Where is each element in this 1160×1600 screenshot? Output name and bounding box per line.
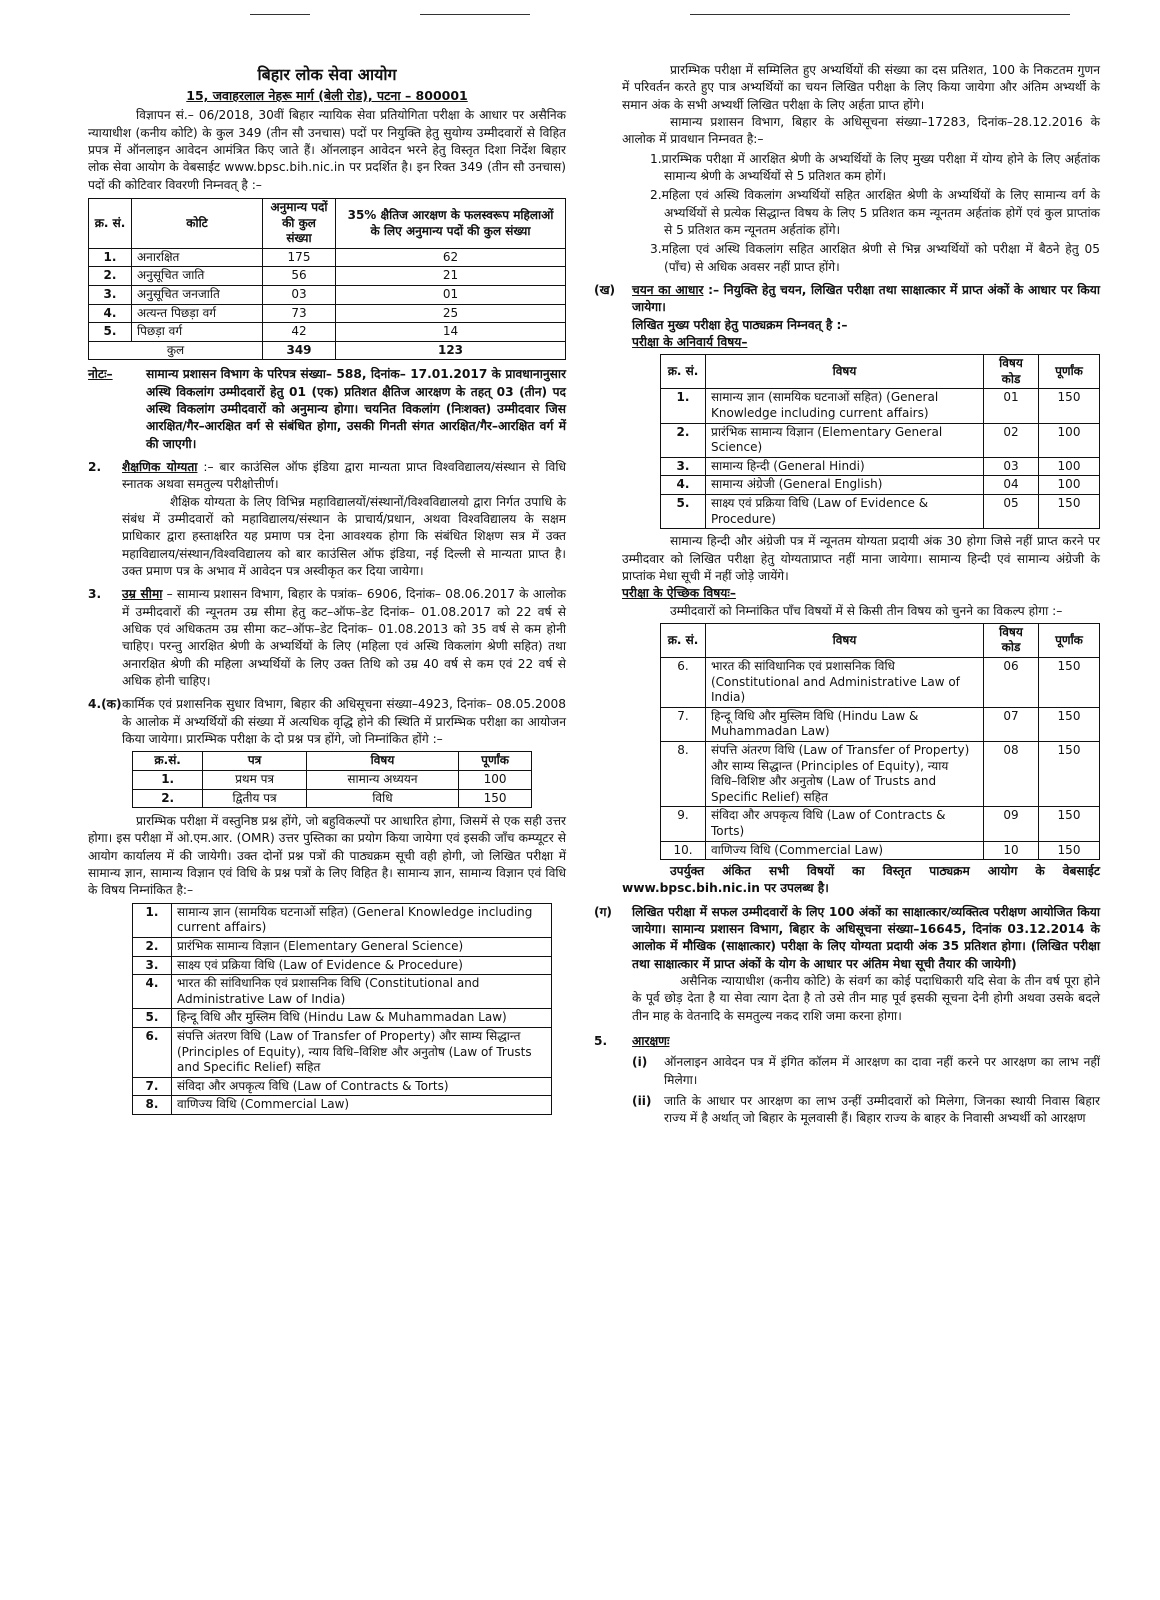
cell: 5.	[89, 323, 132, 342]
cell: 09	[984, 807, 1039, 841]
language-qualifying-text: सामान्य हिन्दी और अंग्रेजी पत्र में न्यूनतम योग्यता प्रदायी अंक 30 होगा जिसे नहीं प्राप्त करने पर उम्मीदवार को लिखित परीक्षा हेतु योग्यताप्राप्त नहीं माना जायेगा। सामान्य हिन्दी एवं सामान्य अंग्रेजी के प्राप्तांक मेधा सूची में नहीं जोड़े जायेंगे।	[622, 534, 1100, 583]
header-cell: विषय	[706, 623, 984, 657]
vacancy-table	[88, 198, 566, 360]
section-heading: शैक्षणिक योग्यता	[122, 460, 198, 475]
table-row	[661, 476, 1100, 495]
cell: 1.	[661, 389, 706, 423]
cell: 150	[1039, 841, 1100, 860]
table-total-row	[89, 341, 566, 360]
table-row	[133, 770, 532, 789]
list-item	[632, 1054, 1100, 1089]
cell: 100	[1039, 457, 1100, 476]
advertisement-intro: विज्ञापन सं.– 06/2018, 30वीं बिहार न्यायिक सेवा प्रतियोगिता परीक्षा के आधार पर असैनिक न्यायाधीश (कनीय कोटि) के कुल 349 (तीन सौ उनचास) पदों पर नियुक्ति हेतु सुयोग्य उम्मीदवारों से विहित प्रपत्र में ऑनलाइन आवेदन आमंत्रित किए जाते हैं। ऑनलाइन आवेदन भरने हेतु विस्तृत दिशा निर्देश बिहार लोक सेवा आयोग के वेबसाईट www.bpsc.bih.nic.in पर प्रदर्शित है। इन रिक्त 349 (तीन सौ उनचास) पदों की कोटिवार विवरणी निम्नवत् है :–	[88, 108, 566, 192]
cell: 3.	[89, 286, 132, 305]
optional-choice-text: उम्मीदवारों को निम्नांकित पाँच विषयों में से किसी तीन विषय को चुनने का विकल्प होगा :–	[670, 603, 1063, 618]
table-row	[661, 495, 1100, 529]
table-row	[133, 903, 552, 937]
selection-ratio-text: प्रारम्भिक परीक्षा में सम्मिलित हुए अभ्यर्थियों की संख्या का दस प्रतिशत, 100 के निकटतम गुणन में परिवर्तन करते हुए पात्र अभ्यर्थियों का चयन लिखित परीक्षा के लिए किया जायेगा और अंतिम अभ्यर्थी के समान अंक के सभी अभ्यर्थी लिखित परीक्षा के लिए अर्हता प्राप्त होंगे।	[622, 63, 1100, 112]
table-row	[661, 707, 1100, 741]
table-row	[89, 323, 566, 342]
kha-heading: चयन का आधार	[632, 282, 704, 297]
table-row	[89, 304, 566, 323]
header-cell: पूर्णांक	[1039, 355, 1100, 389]
table-row	[661, 457, 1100, 476]
cell: सामान्य हिन्दी (General Hindi)	[706, 457, 984, 476]
top-rule-right	[690, 14, 1070, 15]
kha-label: (ख)	[594, 282, 616, 297]
header-cell: विषय	[706, 355, 984, 389]
cell: संविदा और अपकृत्य विधि (Law of Contracts & Torts)	[172, 1077, 552, 1096]
cell: 100	[459, 770, 532, 789]
cell: 2.	[661, 423, 706, 457]
table-row	[661, 841, 1100, 860]
section-number: 5.	[594, 1034, 608, 1049]
section-heading: उम्र सीमा	[122, 587, 163, 602]
cell: 5.	[133, 1009, 172, 1028]
provision-1: 1.प्रारम्भिक परीक्षा में आरक्षित श्रेणी के अभ्यर्थियों के लिए मुख्य परीक्षा में योग्य होने के लिए अर्हतांक सामान्य श्रेणी के अभ्यर्थियों से 5 प्रतिशत कम होगें।	[650, 151, 1100, 183]
header-cell: क्र.सं.	[133, 752, 203, 771]
cell: 1.	[133, 770, 203, 789]
cell: संविदा और अपकृत्य विधि (Law of Contracts & Torts)	[706, 807, 984, 841]
cell: सामान्य अध्ययन	[306, 770, 458, 789]
cell: 02	[984, 423, 1039, 457]
header-cell: विषय कोड	[984, 355, 1039, 389]
cell: 1.	[89, 248, 132, 267]
item-text: जाति के आधार पर आरक्षण का लाभ उन्हीं उम्मीदवारों को मिलेगा, जिनका स्थायी निवास बिहार राज्य में है अर्थात् जो बिहार के मूलवासी हैं। बिहार राज्य के बाहर के निवासी अभ्यर्थी को आरक्षण	[664, 1094, 1100, 1126]
table-row	[133, 789, 532, 808]
cell: 42	[263, 323, 336, 342]
section-number: 3.	[88, 587, 102, 602]
top-rule-mid	[420, 14, 530, 15]
table-row	[89, 248, 566, 267]
total-posts: 349	[263, 341, 336, 360]
cell: 150	[1039, 807, 1100, 841]
cell: 2.	[133, 937, 172, 956]
cell: 8.	[661, 741, 706, 806]
cell: अत्यन्त पिछड़ा वर्ग	[132, 304, 263, 323]
note-text: सामान्य प्रशासन विभाग के परिपत्र संख्या– 588, दिनांक– 17.01.2017 के प्रावधानानुसार अस्थि विकलांग उम्मीदवारों हेतु 01 (एक) प्रतिशत क्षैतिज आरक्षण के तहत् 03 (तीन) पद अस्थि विकलांग उम्मीदवारों को अनुमान्य होगा। चयनित विकलांग (निःशक्त) उम्मीदवार जिस आरक्षित/गैर–आरक्षित वर्ग से संबंधित होगा, उसकी गिनती संगत आरक्षित/गैर–आरक्षित वर्ग में की जाएगी।	[146, 367, 566, 451]
section-ga	[594, 904, 1100, 1025]
cell: 25	[336, 304, 566, 323]
qualification-text	[122, 459, 566, 494]
cell: 150	[1039, 707, 1100, 741]
section-number: 2.	[88, 460, 102, 475]
header-cell: पूर्णांक	[459, 752, 532, 771]
table-row	[133, 1009, 552, 1028]
section-kha	[594, 282, 1100, 351]
list-item	[632, 1093, 1100, 1128]
header-cell: क्र. सं.	[89, 199, 132, 249]
optional-subjects-table	[660, 623, 1100, 860]
table-row	[661, 741, 1100, 806]
header-cell: अनुमान्य पदों की कुल संख्या	[263, 199, 336, 249]
cell: सामान्य अंग्रेजी (General English)	[706, 476, 984, 495]
header-cell: क्र. सं.	[661, 623, 706, 657]
cell: 5.	[661, 495, 706, 529]
cell: 07	[984, 707, 1039, 741]
cell: 10	[984, 841, 1039, 860]
cell: वाणिज्य विधि (Commercial Law)	[706, 841, 984, 860]
cell: 150	[459, 789, 532, 808]
cell: वाणिज्य विधि (Commercial Law)	[172, 1096, 552, 1115]
cell: 6.	[661, 658, 706, 708]
cell: 01	[984, 389, 1039, 423]
item-label: (ii)	[632, 1094, 652, 1109]
cell: 175	[263, 248, 336, 267]
cell: 4.	[661, 476, 706, 495]
total-label: कुल	[89, 341, 263, 360]
compulsory-heading: परीक्षा के अनिवार्य विषय–	[632, 334, 748, 349]
left-column	[88, 62, 566, 1115]
optional-heading: परीक्षा के ऐच्छिक विषयः–	[622, 586, 736, 601]
cell: हिन्दू विधि और मुस्लिम विधि (Hindu Law & Muhammadan Law)	[706, 707, 984, 741]
header-cell: पत्र	[203, 752, 307, 771]
cell: अनुसूचित जाति	[132, 267, 263, 286]
section-age-limit	[88, 586, 566, 690]
age-limit-text	[122, 586, 566, 690]
section-number: 4.(क)	[88, 697, 122, 712]
section-qualification	[88, 459, 566, 580]
cell: 100	[1039, 423, 1100, 457]
item-label: (i)	[632, 1055, 648, 1070]
cell: सामान्य ज्ञान (सामयिक घटनाओं सहित) (General Knowledge including current affairs)	[172, 903, 552, 937]
provision-3: 3.महिला एवं अस्थि विकलांग सहित आरक्षित श्रेणी से भिन्न अभ्यर्थियों को परीक्षा में बैठने हेतु 05 (पाँच) से अधिक अवसर नहीं प्राप्त होंगे।	[650, 242, 1100, 274]
reservation-heading: आरक्षणः	[632, 1034, 670, 1049]
cell: 100	[1039, 476, 1100, 495]
resignation-text: असैनिक न्यायाधीश (कनीय कोटि) के संवर्ग का कोई पदाधिकारी यदि सेवा के तीन वर्ष पूरा होने के पूर्व छोड़ देता है या सेवा त्याग देता है तो उसे तीन माह पूर्व इसकी सूचना देनी होगी अथवा उसके बदले तीन माह के वेतनादि के समतुल्य नकद राशि जमा करना होगा।	[632, 974, 1100, 1023]
table-header	[661, 355, 1100, 389]
cell: 4.	[133, 975, 172, 1009]
header-cell: क्र. सं.	[661, 355, 706, 389]
cell: 3.	[661, 457, 706, 476]
kha-text-2: लिखित मुख्य परीक्षा हेतु पाठ्यक्रम निम्नवत् है :–	[632, 317, 848, 332]
ga-label: (ग)	[594, 904, 613, 919]
section-4a	[88, 696, 566, 813]
table-row	[133, 1096, 552, 1115]
qualification-text-1: :– बार काउंसिल ऑफ इंडिया द्वारा मान्यता प्राप्त विश्वविद्यालय/संस्थान से विधि स्नातक अथवा समतुल्य परीक्षोत्तीर्ण।	[122, 460, 566, 492]
cell: 7.	[661, 707, 706, 741]
cell: 2.	[133, 789, 203, 808]
cell: प्रथम पत्र	[203, 770, 307, 789]
cell: 03	[984, 457, 1039, 476]
qualification-text-2: शैक्षिक योग्यता के लिए विभिन्न महाविद्यालयों/संस्थानों/विश्वविद्यालयो द्वारा निर्गत उपाधि के संबंध में उम्मीदवारों को महाविद्यालय/संस्थान के प्राचार्य/प्रधान, अथवा विश्वविद्यालय के सक्षम प्राधिकार द्वारा हस्ताक्षरित यह प्रमाण पत्र देना आवश्यक होगा कि संबंधित शिक्षण सत्र में उक्त महाविद्यालय/संस्थान/विश्वविद्यालय को बार काउंसिल ऑफ इंडिया, नई दिल्ली से मान्यता प्राप्त है। उक्त प्रमाण पत्र के अभाव में आवेदन पत्र अस्वीकृत कर दिया जायेगा।	[122, 494, 566, 579]
cell: पिछड़ा वर्ग	[132, 323, 263, 342]
cell: 150	[1039, 658, 1100, 708]
cell: सामान्य ज्ञान (सामयिक घटनाओं सहित) (General Knowledge including current affairs)	[706, 389, 984, 423]
cell: 62	[336, 248, 566, 267]
table-header	[661, 623, 1100, 657]
table-row	[89, 267, 566, 286]
cell: साक्ष्य एवं प्रक्रिया विधि (Law of Evidence & Procedure)	[706, 495, 984, 529]
section-4a-text: कार्मिक एवं प्रशासनिक सुधार विभाग, बिहार की अधिसूचना संख्या–4923, दिनांक– 08.05.2008 के आलोक में अभ्यर्थियों की संख्या में अत्यधिक वृद्धि होने की स्थिति में प्रारम्भिक परीक्षा का आयोजन किया जायेगा। प्रारम्भिक परीक्षा के दो प्रश्न पत्र होंगे, जो निम्नांकित होंगे :–	[122, 697, 566, 747]
cell: प्रारंभिक सामान्य विज्ञान (Elementary General Science)	[172, 937, 552, 956]
cell: 7.	[133, 1077, 172, 1096]
table-header	[133, 752, 532, 771]
top-rule-left	[250, 14, 310, 15]
right-column	[594, 62, 1100, 1128]
table-row	[133, 937, 552, 956]
header-cell: विषय	[306, 752, 458, 771]
cell: 21	[336, 267, 566, 286]
kha-text	[632, 282, 1100, 317]
table-row	[133, 975, 552, 1009]
provision-2: 2.महिला एवं अस्थि विकलांग अभ्यर्थियों सहित आरक्षित श्रेणी के अभ्यर्थियों के लिए सामान्य वर्ग के अभ्यर्थियों से प्रत्येक सिद्धान्त विषय के लिए 5 प्रतिशत कम न्यूनतम अर्हतांक होगें एवं कुल प्राप्तांक से 5 प्रतिशत कम न्यूनतम अर्हतांक होंगे।	[650, 188, 1100, 237]
kha-body: :– नियुक्ति हेतु चयन, लिखित परीक्षा तथा साक्षात्कार में प्राप्त अंकों के आधार पर किया जायेगा।	[632, 282, 1100, 315]
prelim-description: प्रारम्भिक परीक्षा में वस्तुनिष्ठ प्रश्न होंगे, जो बहुविकल्पों पर आधारित होगा, जिसमें से एक सही उत्तर होगा। इस परीक्षा में ओ.एम.आर. (OMR) उत्तर पुस्तिका का प्रयोग किया जायेगा एवं इसकी जाँच कम्प्यूटर से आयोग कार्यालय में की जायेगी। उक्त दोनों प्रश्न पत्रों की पाठ्यक्रम सूची वही होगी, जो लिखित परीक्षा में सामान्य ज्ञान, सामान्य विज्ञान एवं विधि के प्रश्न पत्रों के लिए विहित है। सामान्य ज्ञान, सामान्य विज्ञान एवं विधि के विषय निम्नांकित है:–	[88, 814, 566, 898]
cell: भारत की सांविधानिक एवं प्रशासनिक विधि (Constitutional and Administrative Law of India)	[706, 658, 984, 708]
cell: 05	[984, 495, 1039, 529]
notification-text: सामान्य प्रशासन विभाग, बिहार के अधिसूचना संख्या–17283, दिनांक–28.12.2016 के आलोक में प्रावधान निम्नवत है:–	[622, 114, 1100, 147]
cell: 9.	[661, 807, 706, 841]
prelim-subjects-table	[132, 903, 552, 1115]
cell: 150	[1039, 495, 1100, 529]
vacancy-table-header	[89, 199, 566, 249]
cell: 150	[1039, 741, 1100, 806]
header-cell: विषय कोड	[984, 623, 1039, 657]
cell: भारत की सांविधानिक एवं प्रशासनिक विधि (Constitutional and Administrative Law of India)	[172, 975, 552, 1009]
page-title: बिहार लोक सेवा आयोग	[257, 65, 397, 84]
item-text: ऑनलाइन आवेदन पत्र में इंगित कॉलम में आरक्षण का दावा नहीं करने पर आरक्षण का लाभ नहीं मिलेगा।	[664, 1055, 1100, 1087]
cell: 4.	[89, 304, 132, 323]
cell: हिन्दू विधि और मुस्लिम विधि (Hindu Law & Muhammadan Law)	[172, 1009, 552, 1028]
compulsory-subjects-table	[660, 354, 1100, 529]
cell: अनुसूचित जनजाति	[132, 286, 263, 305]
cell: 06	[984, 658, 1039, 708]
table-row	[133, 1077, 552, 1096]
cell: 04	[984, 476, 1039, 495]
table-row	[661, 389, 1100, 423]
note-label: नोटः–	[88, 367, 113, 382]
cell: 03	[263, 286, 336, 305]
cell: 08	[984, 741, 1039, 806]
header-cell: पूर्णांक	[1039, 623, 1100, 657]
header-cell: 35% क्षैतिज आरक्षण के फलस्वरूप महिलाओं के लिए अनुमान्य पदों की कुल संख्या	[336, 199, 566, 249]
cell: 10.	[661, 841, 706, 860]
office-address: 15, जवाहरलाल नेहरू मार्ग (बेली रोड), पटना – 800001	[186, 87, 468, 103]
cell: 01	[336, 286, 566, 305]
cell: संपत्ति अंतरण विधि (Law of Transfer of Property) और साम्य सिद्धान्त (Principles of Equity), न्याय विधि–विशिष्ट और अनुतोष (Law of Trusts and Specific Relief) सहित	[172, 1027, 552, 1077]
table-row	[133, 1027, 552, 1077]
cell: 73	[263, 304, 336, 323]
cell: साक्ष्य एवं प्रक्रिया विधि (Law of Evidence & Procedure)	[172, 956, 552, 975]
cell: 8.	[133, 1096, 172, 1115]
cell: 56	[263, 267, 336, 286]
cell: विधि	[306, 789, 458, 808]
cell: 6.	[133, 1027, 172, 1077]
cell: संपत्ति अंतरण विधि (Law of Transfer of Property) और साम्य सिद्धान्त (Principles of Equity), न्याय विधि–विशिष्ट और अनुतोष (Law of Trusts and Specific Relief) सहित	[706, 741, 984, 806]
cell: 150	[1039, 389, 1100, 423]
table-row	[661, 807, 1100, 841]
table-row	[661, 658, 1100, 708]
interview-text: लिखित परीक्षा में सफल उम्मीदवारों के लिए 100 अंकों का साक्षात्कार/व्यक्तित्व परीक्षण आयोजित किया जायेगा। सामान्य प्रशासन विभाग, बिहार के अधिसूचना संख्या–16645, दिनांक 03.12.2014 के आलोक में मौखिक (साक्षात्कार) परीक्षा के लिए योग्यता प्रदायी अंक 35 प्रतिशत होगा। (लिखित परीक्षा तथा साक्षात्कार में प्राप्त अंकों के योग के आधार पर अंतिम मेधा सूची तैयार की जायेगी)	[632, 904, 1100, 971]
cell: 2.	[89, 267, 132, 286]
prelim-paper-table	[132, 751, 532, 808]
cell: 3.	[133, 956, 172, 975]
cell: 14	[336, 323, 566, 342]
cell: प्रारंभिक सामान्य विज्ञान (Elementary General Science)	[706, 423, 984, 457]
section-reservation	[594, 1033, 1100, 1128]
header-cell: कोटि	[132, 199, 263, 249]
table-row	[133, 956, 552, 975]
age-limit-body: – सामान्य प्रशासन विभाग, बिहार के पत्रांक– 6906, दिनांक– 08.06.2017 के आलोक में उम्मीदवारों की न्यूनतम उम्र सीमा हेतु कट–ऑफ–डेट दिनांक– 01.08.2017 को 22 वर्ष से अधिक एवं अधिकतम उम्र सीमा कट–ऑफ–डेट दिनांक– 01.08.2013 को 35 वर्ष से कम होनी चाहिए। परन्तु आरक्षित श्रेणी के अभ्यर्थियों के लिए (महिला एवं अस्थि विकलांग श्रेणी सहित) तथा अनारक्षित श्रेणी की महिला अभ्यर्थियों के लिए उक्त तिथि को उम्र 40 वर्ष से कम एवं 22 वर्ष से अधिक होनी चाहिए।	[122, 587, 566, 689]
cell: द्वितीय पत्र	[203, 789, 307, 808]
note-block	[88, 366, 566, 453]
syllabus-website-text: उपर्युक्त अंकित सभी विषयों का विस्तृत पाठ्यक्रम आयोग के वेबसाईट www.bpsc.bih.nic.in पर उपलब्ध है।	[622, 864, 1100, 896]
table-row	[89, 286, 566, 305]
cell: अनारक्षित	[132, 248, 263, 267]
cell: 1.	[133, 903, 172, 937]
total-women: 123	[336, 341, 566, 360]
table-row	[661, 423, 1100, 457]
